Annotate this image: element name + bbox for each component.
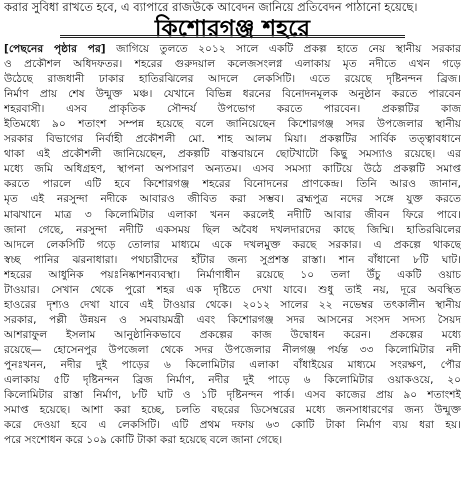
article-line: উঠেছে রাজধানী ঢাকার হাতিরঝিলের আদলে লেকসিটি। এতে রয়েছে দৃষ্টিনন্দন ব্রিজ।	[4, 73, 461, 86]
article-line: জানা গেছে, নরসুন্দা নদীটি একসময় ছিল অবৈধ দখলদারদের কাছে জিম্মি। হাতিরঝিলের	[4, 223, 461, 236]
article-line: স্বচ্ছ পানির ঝরনাধারা। পথচারীদের হাঁটার জন্য সুপ্রশস্ত রাস্তা। শান বাঁধানো ৮টি ঘাট।	[4, 253, 461, 266]
article-line: টাওয়ার। সেখান থেকে পুরো শহর এক দৃষ্টিতে দেখা যাবে। শুধু তাই নয়, দূরে অবস্থিত	[4, 283, 461, 296]
headline-rule	[60, 35, 405, 36]
article-line: পরে সংশোধন করে ১০৯ কোটি টাকা করা হয়েছে বলে জানা গেছে।	[4, 434, 283, 447]
article-line: রয়েছে— হোসেনপুর উপজেলা থেকে সদর উপজেলার নীলগঞ্জ পর্যন্ত ৩৩ কিলোমিটার নদী	[4, 343, 461, 356]
article-line: ও প্রকৌশল অধিদফতর। শহরের গুরুদয়াল কলেজসংলগ্ন এলাকায় মৃত নদীতে এখন গড়ে	[4, 58, 461, 71]
article-line: শহরবাসী। এসব প্রাকৃতিক সৌন্দর্য উপভোগ করতে পারবেন। প্রকল্পটির কাজ	[4, 103, 461, 116]
headline-rule	[60, 37, 405, 38]
article-line: শহরের আধুনিক পয়ঃনিষ্কাশনব্যবস্থা। নির্মাণাধীন রয়েছে ১০ তলা উঁচু একটি ওয়াচ	[4, 268, 461, 281]
article-line: ইতিমধ্যে ৯০ শতাংশ সম্পন্ন হয়েছে বলে জানিয়েছেন কিশোরগঞ্জ সদর উপজেলার স্থানীয়	[4, 118, 461, 131]
article-line: এলাকায় ৫টি দৃষ্টিনন্দন ব্রিজ নির্মাণ, নদীর দুই পাড়ে ৬ কিলোমিটার ওয়াকওয়ে, ২০	[4, 374, 461, 387]
article-line: সরকার, পল্লী উন্নয়ন ও সমবায়মন্ত্রী এবং কিশোরগঞ্জ সদর আসনের সংসদ সদস্য সৈয়দ	[4, 313, 461, 326]
article-line: নির্মাণ প্রায় শেষ উন্মুক্ত মঞ্চ। যেখানে বিভিন্ন ধরনের বিনোদনমূলক অনুষ্ঠান করতে পারবেন	[4, 88, 461, 101]
article-line	[4, 42, 461, 57]
article-line: মধ্যে জমি অধিগ্রহণ, স্থাপনা অপসারণ অন্যতম। এসব সমস্যা কাটিয়ে উঠে প্রকল্পটি সমাপ্ত	[4, 163, 461, 176]
previous-article-tail: করার সুবিধা রাখতে হবে, এ ব্যাপারে রাজউকে আবেদন জানিয়ে প্রতিবেদন পাঠানো হয়েছে।	[4, 0, 418, 14]
article-line: থাকা এই প্রকৌশলী জানিয়েছেন, প্রকল্পটি বাস্তবায়নে ছোটখাটো কিছু সমস্যাও রয়েছে। এর	[4, 148, 461, 161]
article-line: সমাপ্ত হয়েছে। আশা করা হচ্ছে, চলতি বছরের ডিসেম্বরের মধ্যে জনসাধারণের জন্য উন্মুক্ত	[4, 404, 461, 417]
article-line: কিলোমিটার রাস্তা নির্মাণ, ৮টি ঘাট ও ১টি দৃষ্টিনন্দন পার্ক। এসব কাজের প্রায় ৯০ শতাংশই	[4, 389, 461, 402]
article-line-text: জাগিয়ে তুলতে ২০১২ সালে একটি প্রকল্প হাতে নেয় স্থানীয় সরকার	[116, 43, 461, 55]
article-line: মৃত এই নরসুন্দা নদীকে আবারও জীবিত করা সম্ভব। ব্রহ্মপুত্র নদের সঙ্গে যুক্ত করতে	[4, 193, 461, 206]
article-headline: কিশোরগঞ্জ শহরে	[154, 16, 311, 42]
article-line: সরকার বিভাগের নির্বাহী প্রকৌশলী মো. শাহ আলম মিয়া। প্রকল্পটির সার্বিক তত্ত্বাবধানে	[4, 133, 461, 146]
article-line: করে দেওয়া হবে এ লেকসিটি। এটি প্রথম দফায় ৬৩ কোটি টাকা নির্মাণ ব্যয় ধরা হয়।	[4, 419, 461, 432]
continuation-label: [পেছনের পৃষ্ঠার পর]	[4, 43, 106, 55]
article-line: মাঝখানে মাত্র ৩ কিলোমিটার এলাকা খনন করলেই নদীটি আবার জীবন ফিরে পাবে।	[4, 208, 461, 221]
article-line: করতে পারলে এটি হবে কিশোরগঞ্জ শহরের বিনোদনের প্রাণকেন্দ্র। তিনি আরও জানান,	[4, 178, 461, 191]
article-line: হাওরের দৃশ্যও দেখা যাবে এই টাওয়ার থেকে। ২০১২ সালের ২২ নভেম্বর তৎকালীন স্থানীয়	[4, 298, 461, 311]
article-body	[4, 42, 461, 448]
article-line: আদলে লেকসিটি গড়ে তোলার মাধ্যমে একে দখলমুক্ত করছে সরকার। এ প্রকল্পে থাকছে	[4, 238, 461, 251]
article-line: আশরাফুল ইসলাম আনুষ্ঠানিকভাবে প্রকল্পের কাজ উদ্বোধন করেন। প্রকল্পের মধ্যে	[4, 328, 461, 341]
article-line: পুনঃখনন, নদীর দুই পাড়ের ৬ কিলোমিটার এলাকা বাঁধাইয়ের মাধ্যমে সংরক্ষণ, পৌর	[4, 358, 461, 371]
